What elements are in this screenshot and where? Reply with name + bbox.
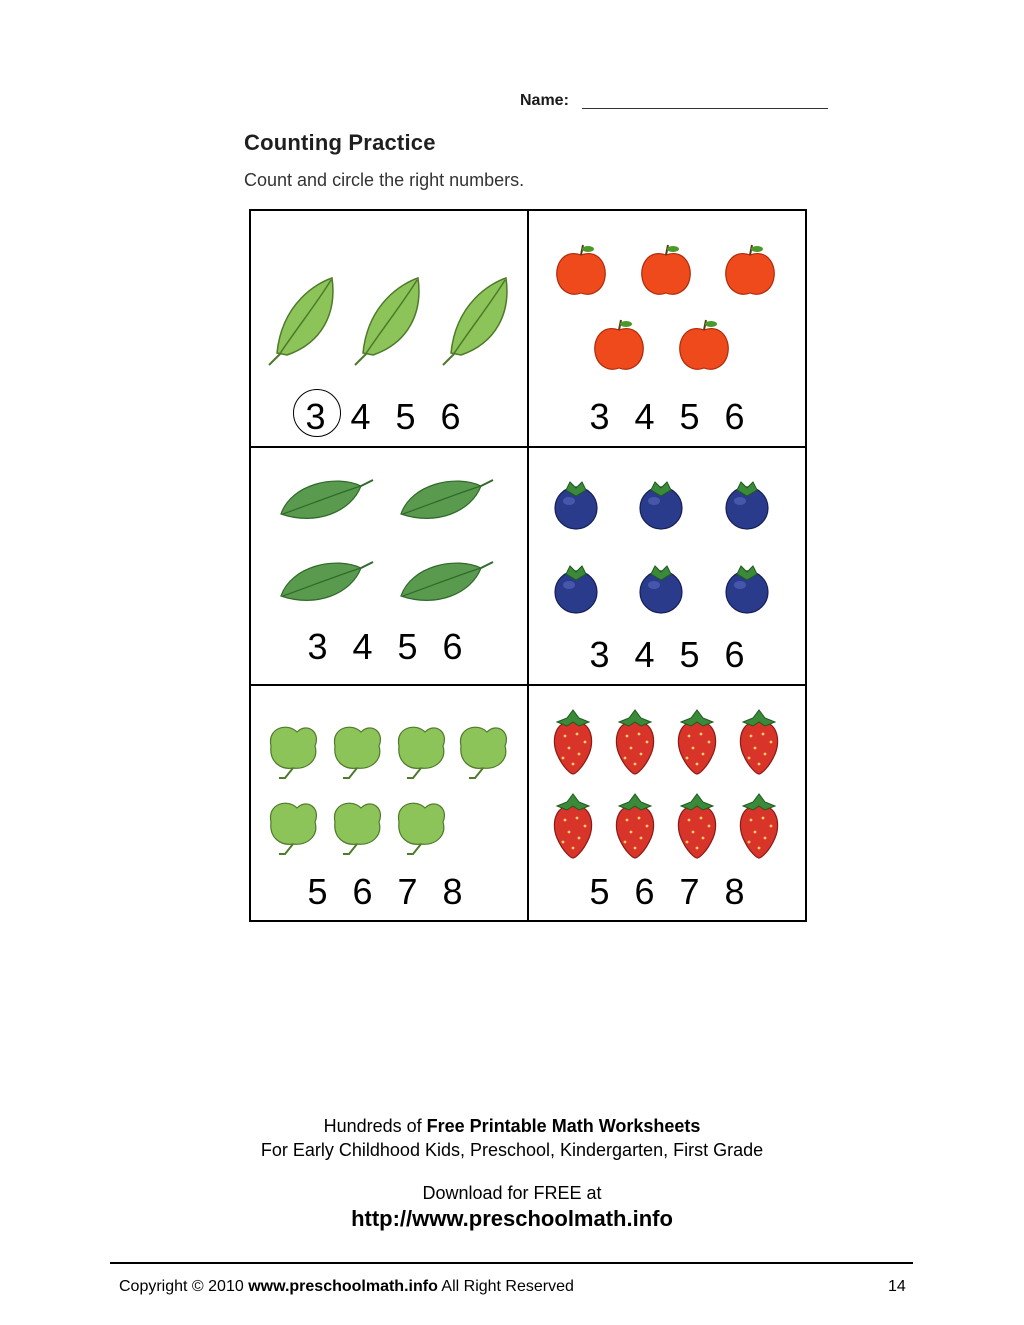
leaf-icon: [281, 562, 373, 600]
copyright: [119, 1278, 574, 1296]
footer-line-2: For Early Childhood Kids, Preschool, Kindergarten, First Grade: [260, 1140, 764, 1160]
cell-big-leaves: [251, 448, 527, 684]
leaf-icon: [460, 727, 506, 778]
cell-round-leaves: [251, 686, 527, 921]
footer-line-1: [0, 1116, 1024, 1137]
leaf-icon: [355, 278, 419, 365]
number-option[interactable]: 4: [350, 396, 371, 437]
blueberry-icon: [726, 566, 768, 613]
blueberry-icon: [726, 482, 768, 529]
number-option[interactable]: 5: [589, 871, 610, 912]
blueberry-icon: [640, 566, 682, 613]
strawberry-icon: [678, 794, 715, 858]
number-option[interactable]: 8: [724, 871, 745, 912]
number-option[interactable]: 3: [293, 396, 338, 438]
leaf-icon: [398, 803, 444, 854]
cell-leaves: [251, 211, 527, 446]
number-option[interactable]: 5: [307, 871, 328, 912]
worksheet-title: Counting Practice: [244, 130, 436, 155]
leaf-icon: [270, 727, 316, 778]
number-option[interactable]: 6: [440, 396, 461, 437]
cell-strawberries: [529, 686, 807, 921]
name-label: Name:: [520, 92, 569, 109]
number-option[interactable]: 6: [352, 871, 373, 912]
apple-icon: [557, 245, 606, 294]
apple-icon: [726, 245, 775, 294]
strawberry-icon: [740, 794, 777, 858]
number-option[interactable]: 5: [679, 634, 700, 675]
number-option[interactable]: 4: [634, 634, 655, 675]
leaf-icon: [334, 803, 380, 854]
footer-emphasis: Free Printable Math Worksheets: [426, 1116, 701, 1136]
website-link[interactable]: http://www.preschoolmath.info: [351, 1206, 673, 1231]
number-option[interactable]: 5: [395, 396, 416, 437]
number-option[interactable]: 4: [634, 396, 655, 437]
leaf-icon: [269, 278, 333, 365]
instructions: Count and circle the right numbers.: [244, 170, 525, 190]
strawberry-icon: [554, 794, 591, 858]
leaf-icon: [270, 803, 316, 854]
number-option[interactable]: 6: [442, 626, 463, 667]
number-option[interactable]: 3: [307, 626, 328, 667]
copyright-link[interactable]: www.preschoolmath.info: [248, 1278, 438, 1295]
number-option[interactable]: 5: [679, 396, 700, 437]
leaf-icon: [401, 480, 493, 518]
number-option[interactable]: 6: [634, 871, 655, 912]
number-option[interactable]: 6: [724, 634, 745, 675]
number-option[interactable]: 6: [724, 396, 745, 437]
number-option[interactable]: 7: [679, 871, 700, 912]
strawberry-icon: [616, 794, 653, 858]
number-option[interactable]: 3: [589, 634, 610, 675]
number-option[interactable]: 5: [397, 626, 418, 667]
page-number: 14: [888, 1278, 906, 1295]
leaf-icon: [443, 278, 507, 365]
cell-blueberries: [529, 448, 807, 684]
strawberry-icon: [678, 710, 715, 774]
leaf-icon: [401, 562, 493, 600]
strawberry-icon: [554, 710, 591, 774]
strawberry-icon: [740, 710, 777, 774]
number-option[interactable]: 3: [589, 396, 610, 437]
apple-icon: [595, 320, 644, 369]
cell-apples: [529, 211, 807, 446]
leaf-icon: [398, 727, 444, 778]
blueberry-icon: [555, 566, 597, 613]
copyright-prefix: Copyright © 2010: [119, 1278, 249, 1295]
footer-text: Hundreds of: [323, 1116, 427, 1136]
footer-divider: [110, 1262, 913, 1264]
footer-line-3: Download for FREE at: [422, 1183, 602, 1203]
leaf-icon: [281, 480, 373, 518]
blueberry-icon: [555, 482, 597, 529]
blueberry-icon: [640, 482, 682, 529]
copyright-suffix: All Right Reserved: [437, 1278, 574, 1295]
strawberry-icon: [616, 710, 653, 774]
name-field[interactable]: [582, 108, 828, 109]
number-option[interactable]: 8: [442, 871, 463, 912]
number-option[interactable]: 7: [397, 871, 418, 912]
apple-icon: [642, 245, 691, 294]
leaf-icon: [334, 727, 380, 778]
number-option[interactable]: 4: [352, 626, 373, 667]
apple-icon: [680, 320, 729, 369]
